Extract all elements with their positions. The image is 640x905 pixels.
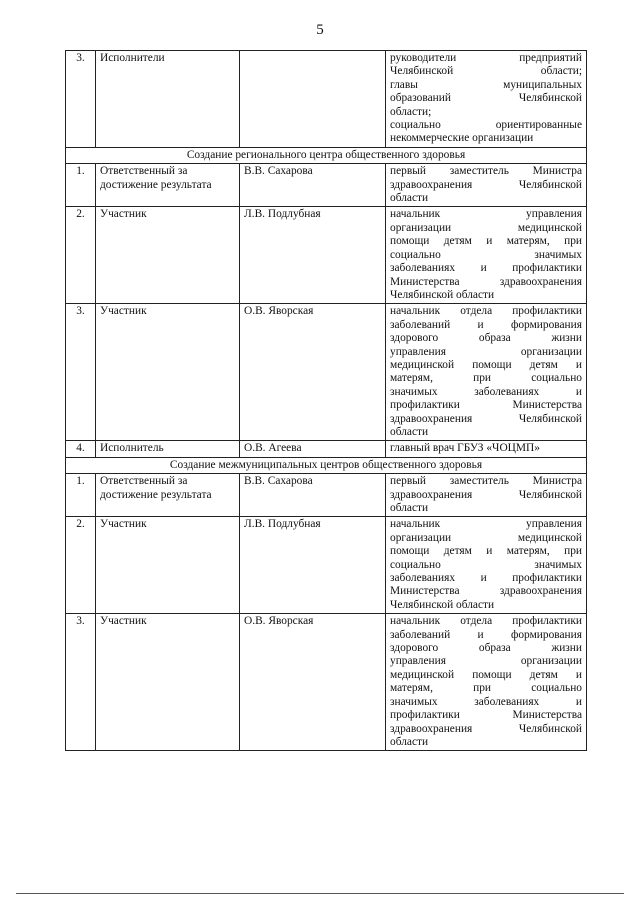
description-line: здравоохранения Челябинской — [390, 412, 582, 425]
description-line: профилактики Министерства — [390, 709, 582, 722]
person-name: В.В. Сахарова — [240, 164, 386, 207]
description-line: значимых заболеваниях и — [390, 695, 582, 708]
page-number: 5 — [316, 22, 324, 38]
description-line: Министерства здравоохранения — [390, 585, 582, 598]
role-cell: Исполнитель — [96, 441, 240, 457]
section-header-row — [66, 147, 587, 163]
role-cell: Исполнители — [96, 51, 240, 148]
table-row — [66, 441, 587, 457]
position-description — [386, 164, 587, 207]
table-row — [66, 517, 587, 614]
table-row — [66, 207, 587, 304]
description-line: здравоохранения Челябинской — [390, 178, 582, 191]
position-description — [386, 474, 587, 517]
description-line: области; — [390, 105, 432, 118]
role-cell: Ответственный за достижение результата — [96, 474, 240, 517]
description-line: начальник отдела профилактики — [390, 615, 582, 628]
description-line: профилактики Министерства — [390, 399, 582, 412]
role-cell: Участник — [96, 304, 240, 441]
description-line: Челябинской области — [390, 288, 495, 301]
description-line: области — [390, 425, 429, 438]
role-cell: Участник — [96, 207, 240, 304]
description-line: здравоохранения Челябинской — [390, 722, 582, 735]
table-row — [66, 304, 587, 441]
description-line: помощи детям и матерям, при — [390, 545, 582, 558]
section-title: Создание регионального центра общественного здоровья — [66, 147, 587, 163]
table-row — [66, 164, 587, 207]
description-line: главы муниципальных — [390, 78, 582, 91]
person-name: О.В. Агеева — [240, 441, 386, 457]
description-line: главный врач ГБУЗ «ЧОЦМП» — [390, 442, 540, 455]
row-number: 3. — [66, 304, 96, 441]
person-name: Л.В. Подлубная — [240, 517, 386, 614]
description-line: области — [390, 192, 429, 205]
row-number: 3. — [66, 614, 96, 751]
description-line: области — [390, 735, 429, 748]
row-number: 4. — [66, 441, 96, 457]
description-line: первый заместитель Министра — [390, 165, 582, 178]
row-number: 2. — [66, 207, 96, 304]
position-description — [386, 441, 587, 457]
table-row — [66, 51, 587, 148]
role-cell: Ответственный за достижение результата — [96, 164, 240, 207]
position-description — [386, 517, 587, 614]
description-line: матерям, при социально — [390, 682, 582, 695]
description-line: здорового образа жизни — [390, 332, 582, 345]
description-line: медицинской помощи детям и — [390, 668, 582, 681]
description-line: медицинской помощи детям и — [390, 358, 582, 371]
description-line: некоммерческие организации — [390, 132, 534, 145]
description-line: социально значимых — [390, 248, 582, 261]
description-line: заболеваний и формирования — [390, 318, 582, 331]
section-header-row — [66, 457, 587, 473]
description-line: управления организации — [390, 655, 582, 668]
person-name: О.В. Яворская — [240, 614, 386, 751]
description-line: организации медицинской — [390, 531, 582, 544]
description-line: заболеваниях и профилактики — [390, 572, 582, 585]
position-description — [386, 614, 587, 751]
description-line: начальник управления — [390, 208, 582, 221]
table-row — [66, 614, 587, 751]
description-line: Челябинской области — [390, 598, 495, 611]
row-number: 2. — [66, 517, 96, 614]
description-line: заболеваний и формирования — [390, 628, 582, 641]
description-line: Министерства здравоохранения — [390, 275, 582, 288]
description-line: управления организации — [390, 345, 582, 358]
row-number: 1. — [66, 164, 96, 207]
position-description — [386, 207, 587, 304]
section-title: Создание межмуниципальных центров общественного здоровья — [66, 457, 587, 473]
description-line: образований Челябинской — [390, 92, 582, 105]
description-line: социально значимых — [390, 558, 582, 571]
description-line: значимых заболеваниях и — [390, 385, 582, 398]
description-line: области — [390, 502, 429, 514]
description-line: здорового образа жизни — [390, 642, 582, 655]
person-name — [240, 51, 386, 148]
bottom-rule — [16, 893, 624, 894]
description-line: начальник отдела профилактики — [390, 305, 582, 318]
description-line: организации медицинской — [390, 221, 582, 234]
description-line: первый заместитель Министра — [390, 475, 582, 488]
description-line: помощи детям и матерям, при — [390, 235, 582, 248]
position-description — [386, 304, 587, 441]
person-name: Л.В. Подлубная — [240, 207, 386, 304]
description-line: руководители предприятий — [390, 52, 582, 64]
table-row — [66, 474, 587, 517]
description-line: Челябинской области; — [390, 65, 582, 78]
person-name: О.В. Яворская — [240, 304, 386, 441]
description-line: начальник управления — [390, 518, 582, 531]
description-line: матерям, при социально — [390, 372, 582, 385]
person-name: В.В. Сахарова — [240, 474, 386, 517]
row-number: 1. — [66, 474, 96, 517]
description-line: социально ориентированные — [390, 119, 582, 132]
row-number: 3. — [66, 51, 96, 148]
description-line: здравоохранения Челябинской — [390, 488, 582, 501]
role-cell: Участник — [96, 517, 240, 614]
description-line: заболеваниях и профилактики — [390, 262, 582, 275]
role-cell: Участник — [96, 614, 240, 751]
position-description — [386, 51, 587, 148]
responsibility-table — [65, 50, 587, 751]
